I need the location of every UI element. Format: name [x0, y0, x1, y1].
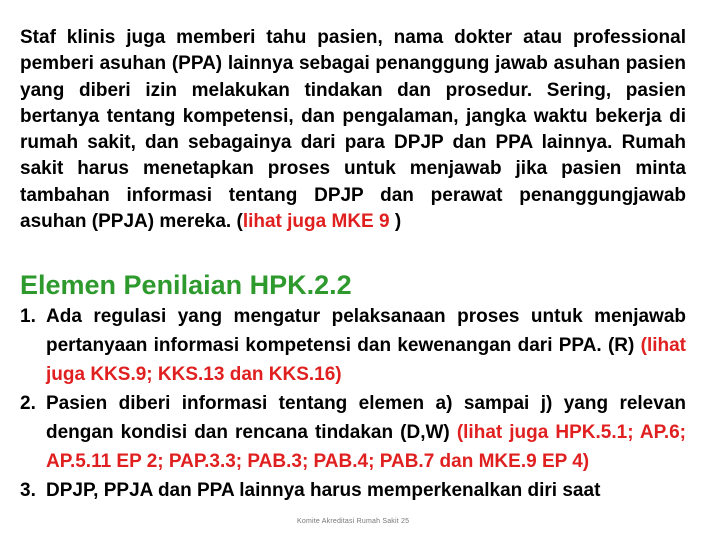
- list-item: [20, 389, 686, 476]
- intro-text: Staf klinis juga memberi tahu pasien, nama dokter atau professional pemberi asuhan (PPA) lainnya sebagai penanggung jawab asuhan pasien yang diberi izin melakukan tindakan dan prosedur. Sering, pasien bertanya tentang kompetensi, dan pengalaman, jangka waktu bekerja di rumah sakit, dan sebagainya dari para DPJP dan PPA lainnya. Rumah sakit harus menetapkan proses untuk menjawab jika pasien minta tambahan informasi tentang DPJP dan perawat penanggungjawab asuhan (PPJA) mereka.: [20, 27, 686, 233]
- criteria-list: [20, 302, 686, 505]
- list-item: [20, 302, 686, 389]
- intro-ref-close: ): [389, 211, 402, 233]
- intro-reference: lihat juga MKE 9: [242, 211, 390, 233]
- item-number: 3.: [20, 480, 36, 501]
- section-heading: Elemen Penilaian HPK.2.2: [20, 270, 352, 300]
- item-number: 1.: [20, 306, 36, 327]
- footer-text: Komite Akreditasi Rumah Sakit 25: [297, 518, 410, 525]
- intro-paragraph: [20, 25, 686, 235]
- item-text: Pasien diberi informasi tentang elemen a) sampai j) yang relevan dengan kondisi dan rencana tindakan (D,W): [46, 393, 686, 443]
- intro-ref-open: (: [236, 211, 243, 233]
- item-text: DPJP, PPJA dan PPA lainnya harus memperkenalkan diri saat: [46, 480, 601, 501]
- item-number: 2.: [20, 393, 36, 414]
- item-text: Ada regulasi yang mengatur pelaksanaan proses untuk menjawab pertanyaan informasi kompetensi dan kewenangan dari PPA. (R): [46, 306, 686, 356]
- item-reference: (lihat juga HPK.5.1; AP.6; AP.5.11 EP 2; PAP.3.3; PAB.3; PAB.4; PAB.7 dan MKE.9 EP 4): [46, 422, 687, 472]
- list-item: [20, 476, 686, 505]
- item-reference: (lihat juga KKS.9; KKS.13 dan KKS.16): [46, 335, 687, 385]
